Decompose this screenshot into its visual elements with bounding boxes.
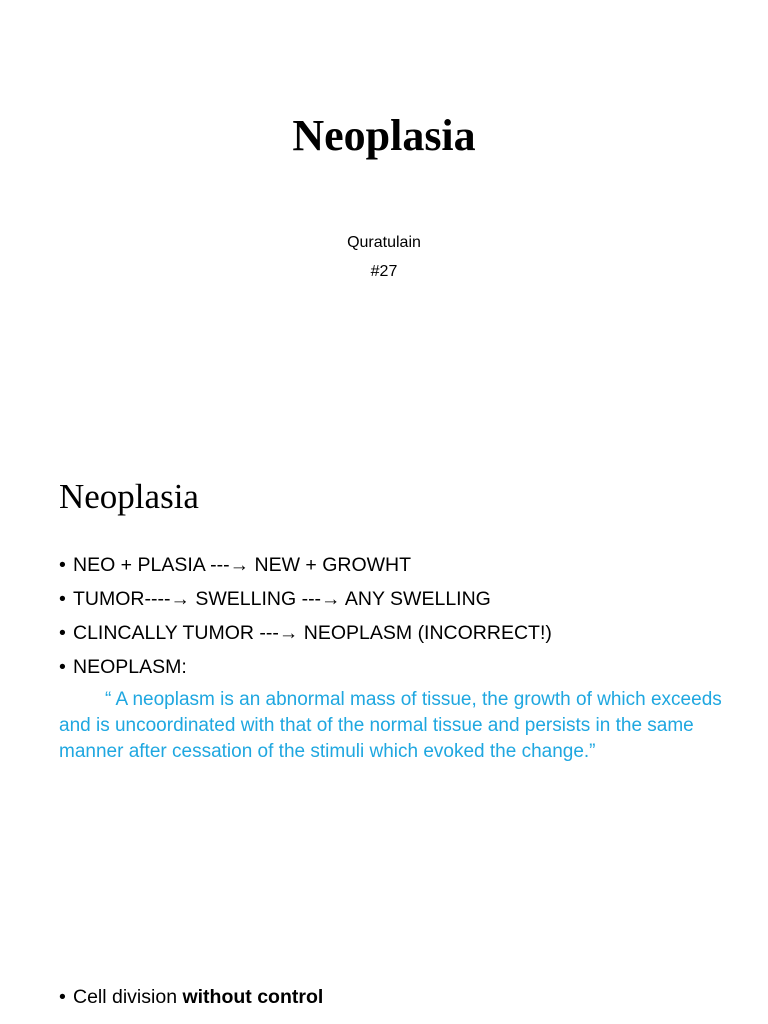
bullet-icon: • — [59, 622, 66, 644]
section-heading: Neoplasia — [59, 477, 199, 516]
list-item-text: NEO + PLASIA ---→ NEW + GROWHT — [73, 554, 412, 576]
bullet-icon: • — [59, 986, 66, 1008]
author-number: #27 — [370, 263, 398, 280]
list-item-text: TUMOR----→ SWELLING ---→ ANY SWELLING — [73, 588, 491, 610]
list-item — [59, 616, 552, 650]
bullet-icon: • — [59, 554, 66, 576]
list-item — [59, 980, 323, 1014]
bullet-icon: • — [59, 656, 66, 678]
list-item-emphasis: without control — [182, 986, 324, 1008]
bullet-icon: • — [59, 588, 66, 610]
list-item — [59, 650, 552, 684]
list-item — [59, 548, 552, 582]
list-item — [59, 582, 552, 616]
bullet-list-bottom — [59, 980, 323, 1014]
definition-quote: “ A neoplasm is an abnormal mass of tissue, the growth of which exceeds and is uncoordinated with that of the normal tissue and persists in the same manner after cessation of the stimuli which evoked the change.” — [59, 689, 722, 762]
list-item-text: CLINCALLY TUMOR ---→ NEOPLASM (INCORRECT!) — [73, 622, 552, 644]
author-name: Quratulain — [347, 234, 421, 251]
slide-subtitle — [0, 228, 768, 286]
bullet-list — [59, 548, 552, 684]
list-item-text: Cell division — [73, 986, 183, 1008]
slide-title: Neoplasia — [292, 111, 476, 160]
list-item-text: NEOPLASM: — [73, 656, 187, 678]
